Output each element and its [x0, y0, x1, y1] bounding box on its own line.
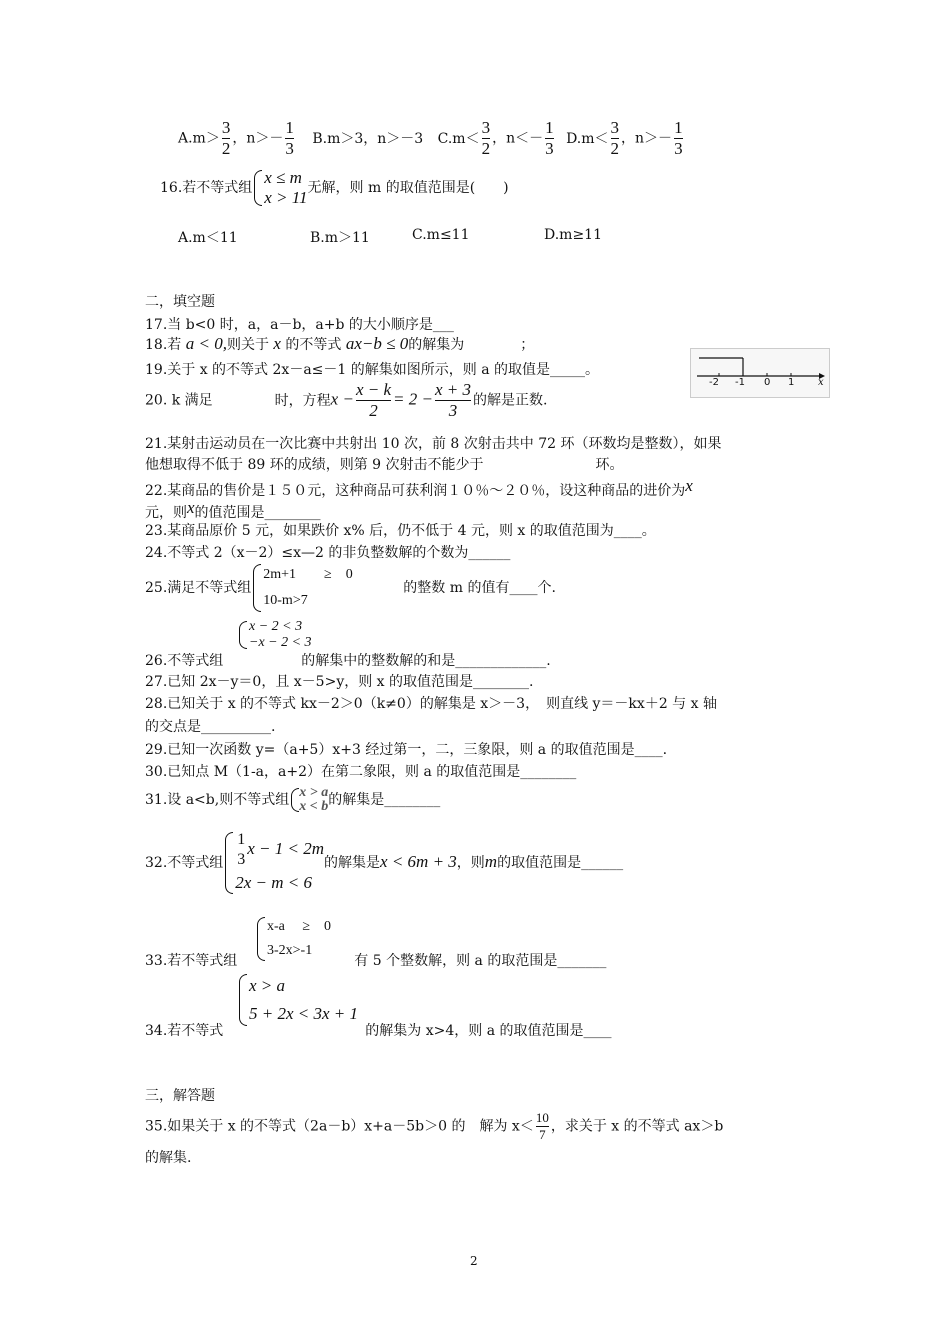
fraction: $\frac{x + 3}{3}$ — [434, 380, 471, 420]
page-number: 2 — [470, 1254, 478, 1268]
q21-line1: 21.某射击运动员在一次比赛中共射出 10 次，前 8 次射击共中 72 环（环数均是整数），如果 — [145, 436, 722, 452]
q15-option-c: C.m＜ — [437, 130, 480, 147]
q34: 34.若不等式 的解集为 x>4，则 a 的取值范围是____ — [145, 1023, 612, 1039]
q20: 20. k 满足 时，方程x − $\frac{x - k}{2}$ = 2 − $\frac{x + 3}{3}$ 的解是正数. — [145, 380, 548, 420]
q15-option-b: B.m＞3，n＞－3 — [312, 130, 424, 147]
q19: 19.关于 x 的不等式 2x－a≤－1 的解集如图所示，则 a 的取值是_____。 — [145, 362, 599, 378]
q16-question: 16.若不等式组 x ≤ m x > 11 无解，则 m 的取值范围是( ) — [160, 168, 509, 207]
fraction: $\frac{3}{2}$ — [221, 118, 231, 158]
tick-label: 0 — [764, 377, 771, 388]
q26-system: x − 2 < 3 −x − 2 < 3 — [237, 619, 312, 651]
inequality-system: 2m+1 ≥ 0 10-m>7 — [251, 562, 403, 614]
q29: 29.已知一次函数 y=（a+5）x+3 经过第一，二，三象限，则 a 的取值范围是____. — [145, 742, 668, 758]
fraction: $\frac{10}{7}$ — [535, 1110, 549, 1142]
q30: 30.已知点 M（1-a，a+2）在第二象限，则 a 的取值范围是________ — [145, 764, 577, 780]
q31: 31.设 a<b,则不等式组 x > a x < b 的解集是________ — [145, 785, 441, 814]
fraction: $\frac{3}{2}$ — [610, 118, 620, 158]
q17: 17.当 b<0 时，a，a－b，a+b 的大小顺序是___ — [145, 317, 454, 333]
inequality-system: x ≤ m x > 11 — [252, 168, 307, 208]
fraction: $\frac{1}{3}$ — [545, 118, 554, 158]
q26: 26.不等式组 的解集中的整数解的和是_____________. — [145, 653, 551, 669]
q16-option-b: B.m＞11 — [310, 230, 370, 246]
inequality-system: 1 3 x − 1 < 2m 2x − m < 6 — [223, 830, 324, 896]
q24: 24.不等式 2（x－2）≤x—2 的非负整数解的个数为______ — [145, 545, 511, 561]
q28-line1: 28.已知关于 x 的不等式 kx－2＞0（k≠0）的解集是 x＞－3， 则直线 y＝－kx＋2 与 x 轴 — [145, 696, 717, 712]
fraction: $\frac{1}{3}$ — [674, 118, 683, 158]
tick-label: -2 — [709, 377, 719, 388]
number-line-graphic — [691, 349, 829, 397]
fraction: $\frac{1}{3}$ — [285, 118, 294, 158]
q15-option-a: A.m＞ — [178, 130, 220, 147]
q16-option-c: C.m≤11 — [412, 227, 470, 243]
q23: 23.某商品原价 5 元，如果跌价 x% 后，仍不低于 4 元，则 x 的取值范围为____。 — [145, 523, 656, 539]
q35-line2: 的解集. — [145, 1150, 192, 1166]
number-line-figure — [690, 348, 830, 398]
q33-system: x-a ≥ 0 3-2x>-1 — [255, 915, 331, 963]
fraction: $\frac{3}{2}$ — [481, 118, 491, 158]
section-heading-fill-in: 二，填空题 — [145, 294, 215, 310]
q33: 33.若不等式组 有 5 个整数解，则 a 的取范围是_______ — [145, 953, 607, 969]
tick-label: -1 — [735, 377, 745, 388]
q22-line1: 22.某商品的售价是１５０元，这种商品可获利润１０％～２０％，设这种商品的进价为x — [145, 476, 693, 499]
inequality-system: x > a x < b — [289, 786, 328, 814]
q32: 32.不等式组 1 3 x − 1 < 2m 2x − m < 6 的解集是x < 6m + 3，则m的取值范围是______ — [145, 830, 623, 896]
tick-label: 1 — [788, 377, 795, 388]
q15-options: A.m＞ $\frac{3}{2}$ ，n＞－ $\frac{1}{3}$ B.m＞3，n＞－3 C.m＜ $\frac{3}{2}$ ，n＜－ $\frac{1}{3}$ D.m＜ $\frac{3}{2}$ ，n＞－ $\frac{1}{3}$ — [178, 118, 683, 158]
q34-system: x > a 5 + 2x < 3x + 1 — [237, 972, 358, 1028]
q15-option-d: D.m＜ — [566, 130, 609, 147]
q21-line2: 他想取得不低于 89 环的成绩，则第 9 次射击不能少于 环。 — [145, 457, 624, 473]
q16-option-d: D.m≥11 — [544, 227, 602, 243]
q35-line1: 35.如果关于 x 的不等式（2a－b）x+a－5b＞0 的 解为 x＜ $\frac{10}{7}$ ，求关于 x 的不等式 ax＞b — [145, 1110, 724, 1142]
q16-options — [178, 227, 602, 247]
q25: 25.满足不等式组 2m+1 ≥ 0 10-m>7 的整数 m 的值有____个. — [145, 562, 556, 614]
fraction: $\frac{x - k}{2}$ — [355, 380, 391, 420]
q16-option-a: A.m＜11 — [178, 230, 238, 246]
q27: 27.已知 2x－y＝0，且 x－5>y，则 x 的取值范围是________. — [145, 674, 534, 690]
q22-line2: 元，则x的值范围是________ — [145, 498, 321, 521]
q28-line2: 的交点是__________. — [145, 719, 276, 735]
axis-label: x — [818, 377, 824, 388]
q18: 18.若 a < 0,则关于 x 的不等式 ax−b ≤ 0的解集为 ； — [145, 334, 535, 353]
section-heading-answer: 三，解答题 — [145, 1088, 215, 1104]
